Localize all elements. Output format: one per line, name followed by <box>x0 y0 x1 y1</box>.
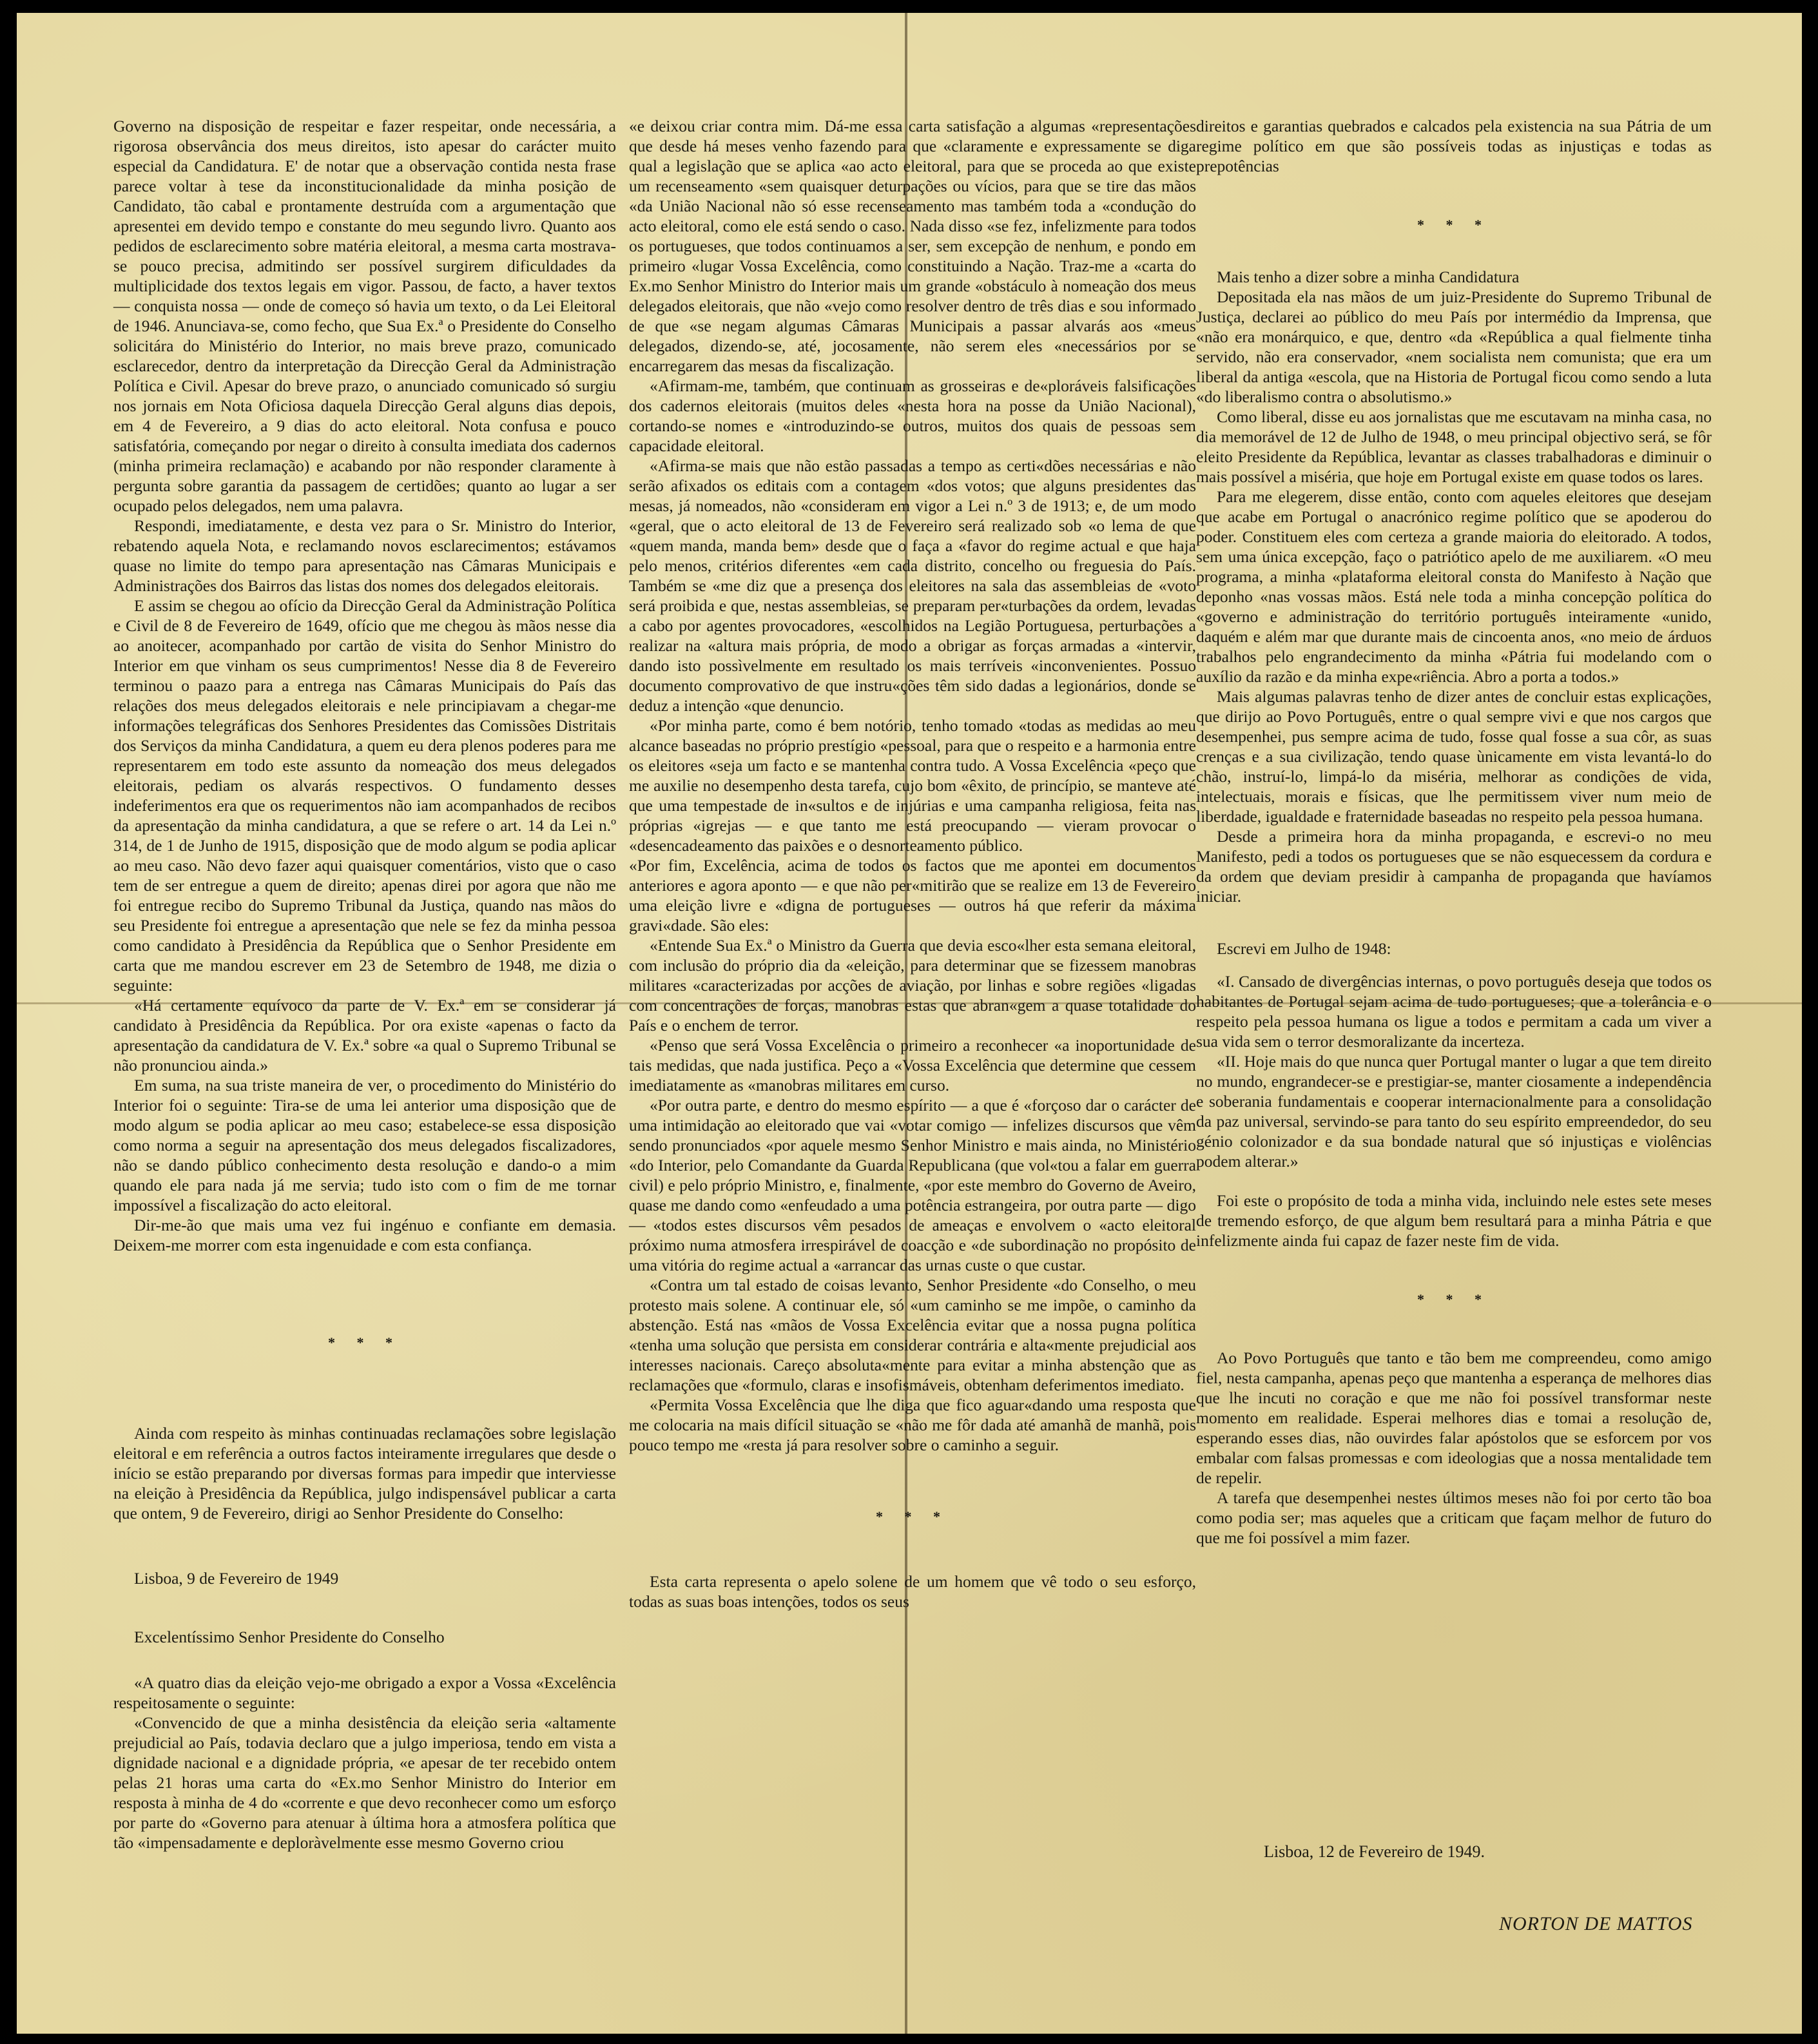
section-separator: * * * <box>328 1334 401 1350</box>
letter-paragraph: «Afirma-se mais que não estão passadas a tempo as certi«dões necessárias e não serão afixados os editais com a contagem «dos votos; que alguns presidentes das mesas, já nomeados, não «consideram em vigor a Lei n.º 3 de 1913; e, de um modo «geral, que o acto eleitoral de 13 de Fevereiro será realizado sob «o lema de que «quem manda, manda bem» desde que o faça a «favor do regime actual e que haja pelo menos, critérios diferentes «em cada distrito, concelho ou freguesia do País. Também se «me diz que a presença dos eleitores na sala das assembleias de «voto será proibida e que, nestas assembleias, se preparam per«turbações da ordem, levadas a cabo por agentes provocadores, «escolhidos na Legião Portuguesa, perturbações a realizar na «altura mais própria, de modo a obrigar as forças armadas a «intervir, dando isto possìvelmente em resultado os mais terríveis «inconvenientes. Possuo documento comprovativo de que instru«ções têm sido dadas a legionários, donde se deduz a intenção «que denuncio. <box>629 456 1196 715</box>
section-separator: * * * <box>1417 217 1491 233</box>
paragraph: Escrevi em Julho de 1948: <box>1217 939 1391 958</box>
paragraph: Em suma, na sua triste maneira de ver, o procedimento do Ministério do Interior foi o seguinte: Tira-se de uma lei anterior uma disposição que de modo algum se podia aplicar ao meu caso; estabelece-se essa disposição como norma a seguir na apresentação dos meus delegados fiscalizadores, não se dando público conhecimento desta resolução e dando-o a mim quando ele para nada já me servia; tudo isto com o fim de me tornar impossível a fiscalização do acto eleitoral. <box>113 1076 616 1214</box>
letter-paragraph: «Por minha parte, como é bem notório, tenho tomado «todas as medidas ao meu alcance baseadas no próprio prestígio «pessoal, para que o respeito e a harmonia entre os eleitores «seja um facto e se mantenha contra tudo. A Vossa Excelência «peço que me auxilie no desempenho desta tarefa, cujo bom «êxito, de princípio, se manteve até que uma tempestade de in«sultos e de injúrias e uma campanha religiosa, feita nas próprias «igrejas — e que tanto me está preocupando — vieram provocar o «desencadeamento das paixões e o desnorteamento público. <box>629 716 1196 855</box>
paragraph: Respondi, imediatamente, e desta vez para o Sr. Ministro do Interior, rebatendo aquela Nota, e reclamando novos esclarecimentos; estávamos quase no limite do tempo para apresentação nas Câmaras Municipais e Administrações dos Bairros das listas dos nomes dos delegados eleitorais. <box>113 516 616 595</box>
letter-paragraph: «Contra um tal estado de coisas levanto, Senhor Presidente «do Conselho, o meu protesto mais solene. A continuar ele, só «um caminho se me impõe, o caminho da abstenção. Está nas «mãos de Vossa Excelência evitar que a nossa pugna política «tenha uma solução que persista em considerar contrária e alta«mente prejudicial aos interesses nacionais. Careço absoluta«mente para evitar a minha abstenção que as reclamações que «formulo, claras e insofismáveis, obtenham deferimentos imediato. <box>629 1276 1196 1394</box>
section-separator: * * * <box>876 1508 949 1524</box>
letter-paragraph: «Por outra parte, e dentro do mesmo espírito — a que é «forçoso dar o carácter de uma intimidação ao eleitorado que vai «votar comigo — infelizes discursos que vêm sendo pronunciados «por aquele mesmo Senhor Ministro e mais ainda, no Ministério «do Interior, pelo Comandante da Guarda Republicana (que vol«tou a falar em guerra civil) e pelo próprio Ministro, e, finalmente, «por este membro do Governo de Aveiro, quase me dando como «enfeudado a uma potência estrangeira, por outra parte — digo — «todos estes discursos vêm pesados de ameaças e envolvem o «acto eleitoral próximo numa atmosfera irrespirável de coacção e «de subordinação no propósito de uma vitória do regime actual a «arrancar das urnas custe o que custar. <box>629 1096 1196 1274</box>
letter-paragraph: «Por fim, Excelência, acima de todos os factos que me apontei em documentos anteriores e agora aponto — e que não per«mitirão que se realize em 13 de Fevereiro uma eleição livre e «digna de portugueses — outros há que referir da máxima gravi«dade. São eles: <box>629 856 1196 935</box>
letter-date: Lisboa, 9 de Fevereiro de 1949 <box>134 1569 339 1588</box>
paragraph: Para me elegerem, disse então, conto com aqueles eleitores que desejam que acabe em Portugal o anacrónico regime político que se apoderou do poder. Constituem eles com certeza a grande maioria do eleitorado. A todos, sem uma única excepção, faço o patriótico apelo de me auxiliarem. «O meu programa, a minha «plataforma eleitoral consta do Manifesto à Nação que deponho «nas vossas mãos. Está nele toda a minha concepção política do «governo e administração do território português inteiramente «unido, daquém e além mar que durante mais de cincoenta anos, «no meio de árduos trabalhos pelo engrandecimento da minha «Pátria fui modelando com o auxílio da razão e da minha expe«riência. Abro a porta a todos.» <box>1196 487 1712 686</box>
letter-paragraph: «Penso que será Vossa Excelência o primeiro a reconhecer «a inoportunidade de tais medidas, que nada justifica. Peço a «Vossa Excelência que determine que cessem imediatamente as «manobras militares em curso. <box>629 1036 1196 1095</box>
letter-paragraph: «Entende Sua Ex.ª o Ministro da Guerra que devia esco«lher esta semana eleitoral, com inclusão do próprio dia da «eleição, para determinar que se fizessem manobras militares «caracterizadas por acções de aviação, por linhas e sobre regiões «ligadas com concentrações de forças, manobras estas que abran«gem a quase totalidade do País e o enchem de terror. <box>629 936 1196 1035</box>
quotation: «II. Hoje mais do que nunca quer Portugal manter o lugar a que tem direito no mundo, engrandecer-se e prestigiar-se, manter ciosamente a independência e soberania fundamentais e cooperar internacionalmente para a consolidação da paz universal, servindo-se para tanto do seu espírito empreendedor, do seu génio colonizador e da sua bondade natural que só injustiças e violências podem alterar.» <box>1196 1052 1712 1171</box>
closing-date: Lisboa, 12 de Fevereiro de 1949. <box>1264 1842 1485 1861</box>
paragraph: A tarefa que desempenhei nestes últimos meses não foi por certo tão boa como podia ser; mas aqueles que a criticam que façam melhor de futuro do que me foi possível a mim fazer. <box>1196 1488 1712 1547</box>
paragraph: Ainda com respeito às minhas continuadas reclamações sobre legislação eleitoral e em referência a outros factos inteiramente irregulares que desde o início se estão preparando por diversas formas para impedir que interviesse na eleição à Presidência da República, julgo indispensável publicar a carta que ontem, 9 de Fevereiro, dirigi ao Senhor Presidente do Conselho: <box>113 1424 616 1523</box>
letter-paragraph: «A quatro dias da eleição vejo-me obrigado a expor a Vossa «Excelência respeitosamente o seguinte: <box>113 1673 616 1712</box>
paragraph: E assim se chegou ao ofício da Direcção Geral da Administração Política e Civil de 8 de Fevereiro de 1649, ofício que me chegou às mãos nesse dia ao anoitecer, acompanhado por cartão de visita do Senhor Ministro do Interior em que vinham os seus cumprimentos! Nesse dia 8 de Fevereiro terminou o paazo para a entrega nas Câmaras Municipais do País das relações dos meus delegados eleitorais e nele principiavam a chegar-me informações telegráficas dos Senhores Presidentes das Comissões Distritais dos Serviços da minha Candidatura, a quem eu dera plenos poderes para me representarem em todo este assunto da nomeação dos meus delegados eleitorais, pediam os alvarás respectivos. O fundamento desses indeferimentos era que os requerimentos não iam acompanhados de recibos da apresentação da minha candidatura, a que se refere o art. 14 da Lei n.º 314, de 1 de Junho de 1915, disposição que de modo algum se podia aplicar ao meu caso. Não devo fazer aqui quaisquer comentários, visto que o caso tem de ser entregue a quem de direito; apenas direi por agora que não me foi entregue recibo do Supremo Tribunal da Justiça, quando nas mãos do seu Presidente foi entregue a apresentação que nele se fez da minha pessoa como candidato à Presidência da República que o Senhor Presidente em carta que me mandou escrever em 23 de Setembro de 1948, me dizia o seguinte: <box>113 596 616 995</box>
column-1 <box>113 116 616 1853</box>
letter-paragraph: «Convencido de que a minha desistência da eleição seria «altamente prejudicial ao País, todavia declaro que a julgo imperiosa, tendo em vista a dignidade nacional e a dignidade própria, «e apesar de ter recebido ontem pelas 21 horas uma carta do «Ex.mo Senhor Ministro do Interior em resposta à minha de 4 do «corrente e que devo reconhecer como um esforço por parte do «Governo para atenuar à última hora a atmosfera política que tão «impensadamente e deploràvelmente esse mesmo Governo criou <box>113 1713 616 1852</box>
paragraph: Governo na disposição de respeitar e fazer respeitar, onde necessária, a rigorosa observância dos meus direitos, isto apesar do carácter muito especial da Candidatura. E' de notar que a observação contida nesta frase parece voltar à tese da inconstitucionalidade da minha posição de Candidato, tão cabal e prontamente destruída com a argumentação que apresentei em devido tempo e constante do meu segundo livro. Quanto aos pedidos de esclarecimento sobre matéria eleitoral, a mesma carta mostrava-se pouco precisa, admitindo ser possível surgirem dificuldades da multiplicidade dos textos legais em vigor. Passou, de facto, a haver textos — conquista nossa — onde de começo só havia um texto, o da Lei Eleitoral de 1946. Anunciava-se, como fecho, que Sua Ex.ª o Presidente do Conselho solicitára do Ministério do Interior, no mais breve prazo, comunicado esclarecedor, dentro da interpretação da Direcção Geral da Administração Política e Civil. Apesar do breve prazo, o anunciado comunicado só surgiu nos jornais em Nota Oficiosa daquela Direcção Geral alguns dias depois, em 4 de Fevereiro, a 9 dias do acto eleitoral. Nota confusa e pouco satisfatória, começando por negar o direito à consulta imediata dos cadernos (minha primeira reclamação) e acabando por não responder claramente à pergunta sobre garantia da passagem de certidões; quanto ao lugar a ser ocupado pelos delegados, nem uma palavra. <box>113 117 616 515</box>
printed-sheet <box>17 13 1802 2034</box>
letter-paragraph: «Permita Vossa Excelência que lhe diga que fico aguar«dando uma resposta que me colocaria na mais difícil situação se «não me fôr dada até amanhã de manhã, pois pouco tempo me «resta já para resolver sobre o caminho a seguir. <box>629 1396 1196 1454</box>
paragraph: Foi este o propósito de toda a minha vida, incluindo nele estes sete meses de tremendo esforço, de que algum bem resultará para a minha Pátria e que infelizmente ainda fui capaz de fazer neste fim de vida. <box>1196 1191 1712 1250</box>
signature: NORTON DE MATTOS <box>1499 1913 1693 1934</box>
paragraph: Como liberal, disse eu aos jornalistas que me escutavam na minha casa, no dia memorável de 12 de Julho de 1948, o meu principal objectivo será, se fôr eleito Presidente da República, levantar as classes trabalhadoras e diminuir o mais possível a miséria, que hoje em Portugal existe em quase todos os lares. <box>1196 407 1712 486</box>
paragraph: Dir-me-ão que mais uma vez fui ingénuo e confiante em demasia. Deixem-me morrer com esta ingenuidade e com esta confiança. <box>113 1216 616 1254</box>
letter-paragraph: «Afirmam-me, também, que continuam as grosseiras e de«ploráveis falsificações dos cadernos eleitorais (muitos deles «nesta hora na posse da União Nacional), cortando-se nomes e «introduzindo-se outros, muitos dos quais de pessoas sem capacidade eleitoral. <box>629 376 1196 455</box>
paragraph: Depositada ela nas mãos de um juiz-Presidente do Supremo Tribunal de Justiça, declarei ao público do meu País por intermédio da Imprensa, que «não era monárquico, e que, dentro «da «República a qual fielmente tinha servido, não era conservador, «nem socialista nem comunista; que era um liberal da antiga «escola, que na Historia de Portugal ficou como sendo a luta «do liberalismo contra o absolutismo.» <box>1196 287 1712 406</box>
column-2 <box>629 116 1196 1611</box>
paragraph: Ao Povo Português que tanto e tão bem me compreendeu, como amigo fiel, nesta campanha, apenas peço que mantenha a esperança de melhores dias que lhe incuti no coração e que me não foi possível transformar neste momento em realidade. Esperai melhores dias e tomai a resolução de, esperando esses dias, não ouvirdes falar apóstolos que se esforcem por vos embalar com falsas promessas e com ideologias que a nossa mentalidade tem de repelir. <box>1196 1348 1712 1487</box>
letter-paragraph: «e deixou criar contra mim. Dá-me essa carta satisfação a algumas «representações que desde há meses venho fazendo para que «claramente e expressamente se diga qual a legislação que se aplica «ao acto eleitoral, para que se proceda ao que existe um recenseamento «sem quaisquer deturpações ou vícios, para que se tire das mãos «da União Nacional não só esse recenseamento mas também toda a «condução do acto eleitoral, como ele está sendo o caso. Nada disso «se fez, infelizmente para todos os portugueses, que todos continuamos a ser, sem excepção de nenhum, e pondo em primeiro «lugar Vossa Excelência, como constituindo a Nação. Traz-me a «carta do Ex.mo Senhor Ministro do Interior mais um grande «obstáculo à nomeação dos meus delegados eleitorais, que não «vejo como resolver dentro de três dias e sou informado de que «se negam algumas Câmaras Municipais a passar alvarás aos «meus delegados, dizendo-se, até, jocosamente, não serem eles «necessários por se encarregarem das mesas da fiscalização. <box>629 117 1196 375</box>
paragraph: Esta carta representa o apelo solene de um homem que vê todo o seu esforço, todas as suas boas intenções, todos os seus <box>629 1572 1196 1611</box>
quotation: «Há certamente equívoco da parte de V. Ex.ª em se considerar já candidato à Presidência da República. Por ora existe «apenas o facto da apresentação da candidatura de V. Ex.ª sobre «a qual o Supremo Tribunal se não pronunciou ainda.» <box>113 996 616 1075</box>
paragraph: Desde a primeira hora da minha propaganda, e escrevi-o no meu Manifesto, pedi a todos os portugueses que se não esquecessem da cordura e da ordem que deviam presidir à campanha de propaganda que havíamos iniciar. <box>1196 827 1712 906</box>
paragraph: Mais algumas palavras tenho de dizer antes de concluir estas explicações, que dirijo ao Povo Português, entre o qual sempre vivi e que nos cargos que desempenhei, pus sempre acima de tudo, fosse qual fosse a sua côr, as suas crenças e a sua civilização, tendo quase ùnicamente em vista levantá-lo do chão, instruí-lo, limpá-lo da miséria, melhorar as condições de vida, intelectuais, morais e físicas, que lhe permitissem viver num meio de liberdade, igualdade e fraternidade baseadas no respeito pela pessoa humana. <box>1196 687 1712 826</box>
column-3 <box>1196 116 1712 1548</box>
paragraph: direitos e garantias quebrados e calcados pela existencia na sua Pátria de um regime político em que são possíveis todas as injustiças e todas as prepotências <box>1196 117 1712 175</box>
section-separator: * * * <box>1417 1291 1491 1307</box>
letter-salutation: Excelentíssimo Senhor Presidente do Conselho <box>134 1628 445 1646</box>
quotation: «I. Cansado de divergências internas, o povo português deseja que todos os habitantes de Portugal sejam acima de tudo portugueses; que a tolerância e o respeito pela pessoa humana os ligue a todos e permitam a cada um viver a sua vida sem o terror desmoralizante da incerteza. <box>1196 972 1712 1051</box>
paragraph: Mais tenho a dizer sobre a minha Candidatura <box>1217 268 1520 286</box>
